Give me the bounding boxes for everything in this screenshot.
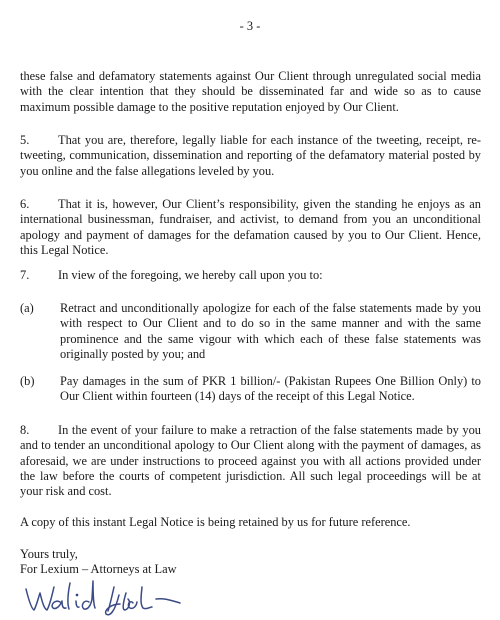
list-marker: (a) <box>20 301 34 315</box>
paragraph-7 <box>20 268 481 283</box>
salutation: Yours truly, <box>20 547 78 561</box>
paragraph-number: 5. <box>20 133 30 147</box>
list-item-text: Retract and unconditionally apologize for each of the false statements made by you with respect to Our Client and to do so in the same manner and with the same prominence and the same vigour with which each of these false statements was originally posted by you; and <box>60 301 481 361</box>
paragraph-text: That it is, however, Our Client’s responsibility, given the standing he enjoys as an international businessman, fundraiser, and activist, to demand from you an unconditional apology and payment of damages for the defamation caused by you to Our Client. Hence, this Legal Notice. <box>20 197 481 257</box>
page-number: - 3 - <box>239 19 261 33</box>
copy-note: A copy of this instant Legal Notice is being retained by us for future reference. <box>20 515 411 529</box>
list-item-a <box>20 301 481 362</box>
intro-paragraph: these false and defamatory statements against Our Client through unregulated social media with the clear intention that they should be disseminated far and wide so as to cause maximum possible damage to the positive reputation enjoyed by Our Client. <box>20 69 481 114</box>
paragraph-number: 7. <box>20 268 30 282</box>
paragraph-text: In view of the foregoing, we hereby call upon you to: <box>58 268 323 282</box>
paragraph-5 <box>20 133 481 179</box>
list-item-text: Pay damages in the sum of PKR 1 billion/- (Pakistan Rupees One Billion Only) to Our Client within fourteen (14) days of the receipt of this Legal Notice. <box>60 374 481 404</box>
list-item-b <box>20 374 481 405</box>
firm-name: For Lexium – Attorneys at Law <box>20 562 177 576</box>
paragraph-6 <box>20 197 481 258</box>
paragraph-number: 8. <box>20 423 30 437</box>
list-marker: (b) <box>20 374 35 388</box>
paragraph-text: That you are, therefore, legally liable for each instance of the tweeting, receipt, re-tweeting, communication, dissemination and reporting of the defamatory material posted by you online and the false allegations leveled by you. <box>20 133 481 178</box>
paragraph-text: In the event of your failure to make a retraction of the false statements made by you and to tender an unconditional apology to Our Client along with the payment of damages, as aforesaid, we are under instructions to proceed against you with all actions provided under the law before the courts of competent jurisdiction. All such legal proceedings will be at your risk and cost. <box>20 423 481 499</box>
paragraph-8 <box>20 423 481 499</box>
paragraph-number: 6. <box>20 197 30 211</box>
signature-image <box>22 577 192 619</box>
